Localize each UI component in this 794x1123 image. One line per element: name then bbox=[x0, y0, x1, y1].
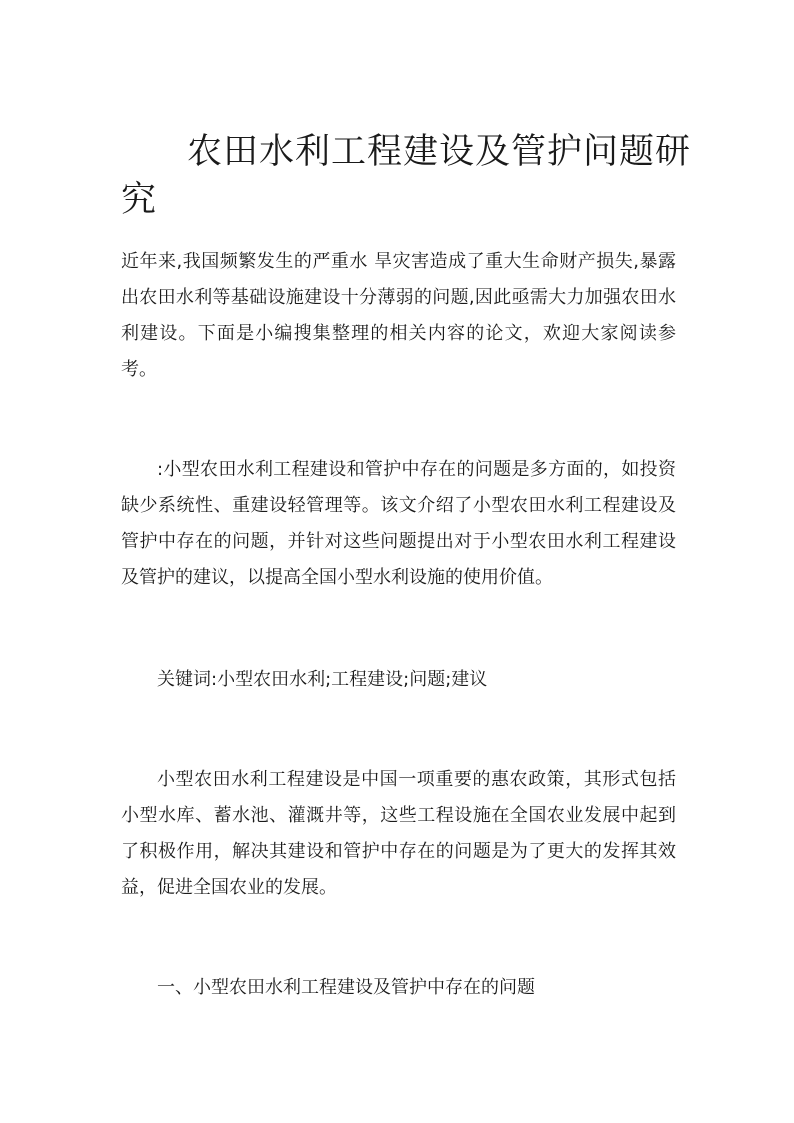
section-heading: 一、小型农田水利工程建设及管护中存在的问题 bbox=[157, 977, 535, 998]
document-title: 农田水利工程建设及管护问题研究 bbox=[121, 132, 692, 220]
body-paragraph: 小型农田水利工程建设是中国一项重要的惠农政策，其形式包括小型水库、蓄水池、灌溉井等，这些工程设施在全国农业发展中起到了积极作用，解决其建设和管护中存在的问题是为了更大的发挥其效益，促进全国农业的发展。 bbox=[121, 769, 676, 898]
abstract-paragraph: :小型农田水利工程建设和管护中存在的问题是多方面的，如投资缺少系统性、重建设轻管理等。该文介绍了小型农田水利工程建设及管护中存在的问题，并针对这些问题提出对于小型农田水利工程建设及管护的建议，以提高全国小型水利设施的使用价值。 bbox=[121, 459, 676, 588]
keywords-line: 关键词:小型农田水利;工程建设;问题;建议 bbox=[157, 669, 488, 690]
intro-paragraph: 近年来,我国频繁发生的严重水 旱灾害造成了重大生命财产损失,暴露出农田水利等基础设施建设十分薄弱的问题,因此亟需大力加强农田水利建设。下面是小编搜集整理的相关内容的论文，欢迎大家阅读参考。 bbox=[121, 251, 676, 380]
